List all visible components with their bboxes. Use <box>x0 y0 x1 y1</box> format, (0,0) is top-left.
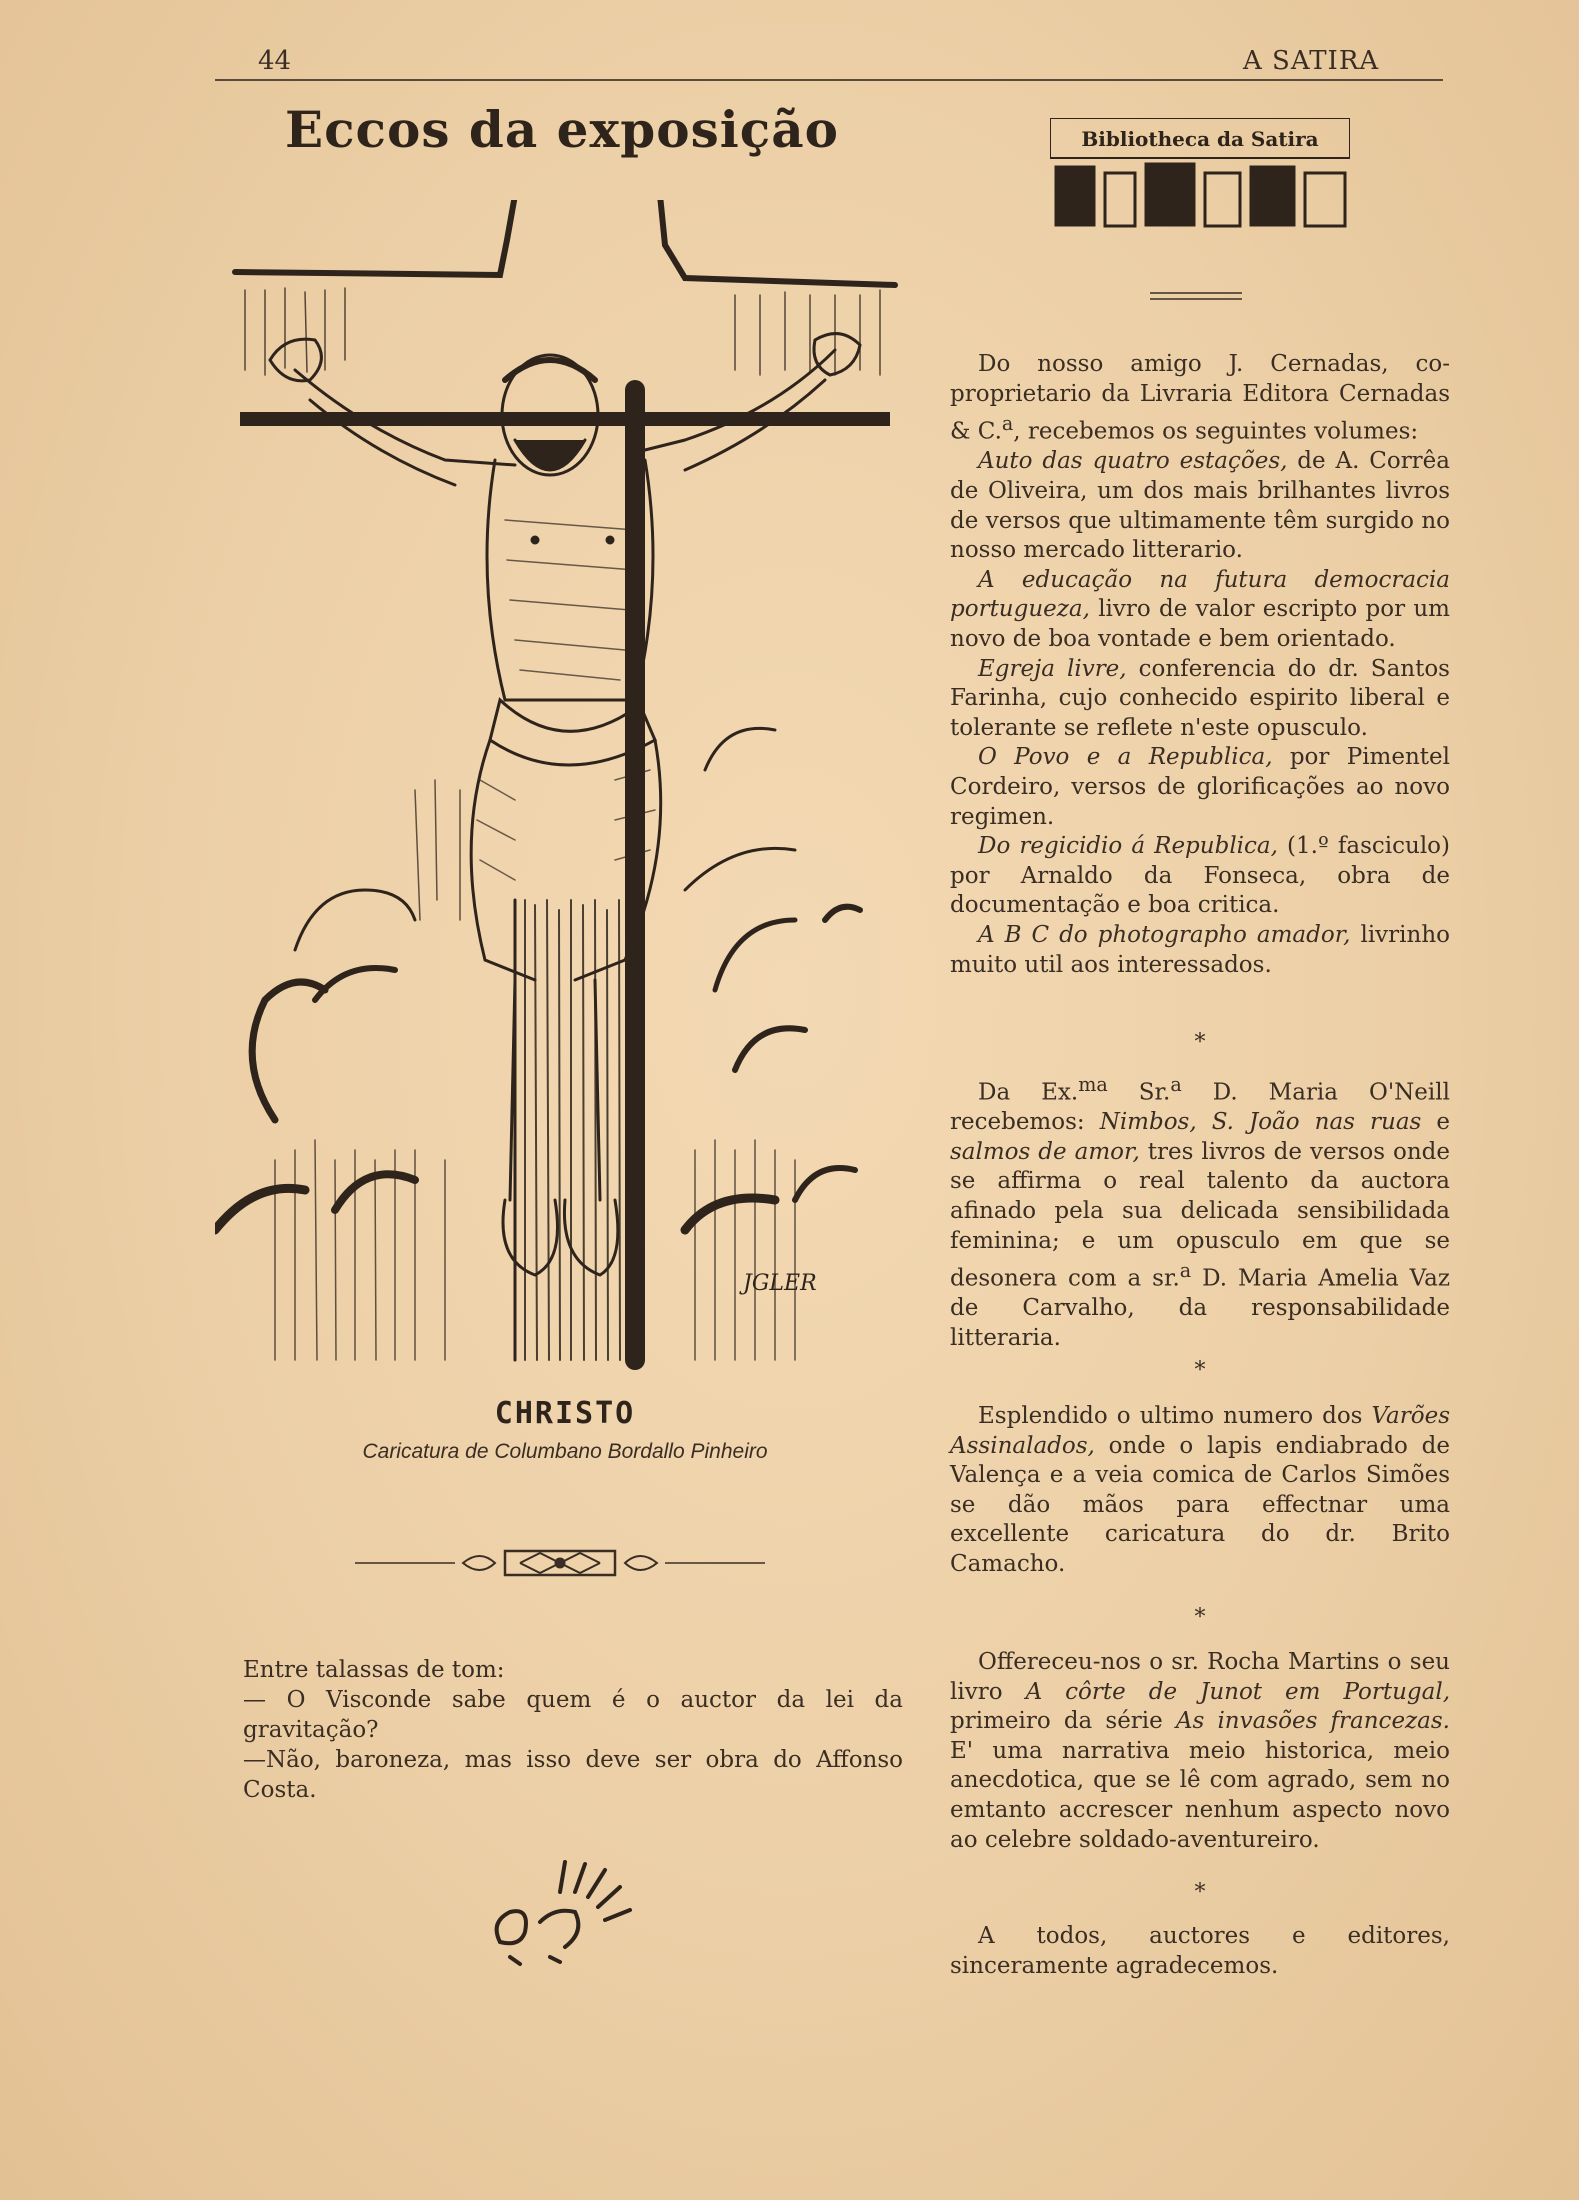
joke-intro: Entre talassas de tom: <box>243 1657 505 1683</box>
caption-credit: Caricatura de Columbano Bordallo Pinheiro <box>362 1440 768 1463</box>
page-number: 44 <box>258 46 292 76</box>
joke-line-2: —Não, baroneza, mas isso deve ser obra do Affonso Costa. <box>243 1747 903 1803</box>
header-rule <box>215 79 1443 81</box>
short-double-rule <box>1150 292 1242 300</box>
joke-section <box>243 1655 903 1805</box>
section-title: Eccos da exposição <box>285 100 839 159</box>
artist-signature: JGLER <box>743 1271 817 1296</box>
christ-caricature-illustration <box>215 200 915 1390</box>
closing-section: A todos, auctores e editores, sinceramente agradecemos. <box>950 1923 1450 1979</box>
joke-line-1: — O Visconde sabe quem é o auctor da lei da gravitação? <box>243 1687 903 1743</box>
separator-star-2: * <box>1194 1358 1206 1383</box>
bibliotheca-masthead <box>1050 118 1350 233</box>
book-list-section: Do nosso amigo J. Cernadas, co-proprietario da Livraria Editora Cernadas & C.$^a$, recebemos os seguintes volumes: Auto das quatro estações, de A. Corrêa de Oliveira, um dos mais brilhantes livros de versos que ultimamente têm surgido no nosso mercado litterario. A educação na futura democracia portugueza, livro de valor escripto por um novo de boa vontade e bem orientado. Egreja livre, conferencia do dr. Santos Farinha, cujo conhecido espirito liberal e tolerante se reflete n'este opusculo. O Povo e a Republica, por Pimentel Cordeiro, versos de glorificações ao novo regimen. Do regicidio á Republica, (1.º fasciculo) por Arnaldo da Fonseca, obra de documentação e boa critica. A B C do photographo amador, livrinho muito util aos interessados. <box>950 351 1451 978</box>
oneill-section: Da Ex.$^{ma}$ Sr.$^a$ D. Maria O'Neill recebemos: Nimbos, S. João nas ruas e salmos de amor, tres livros de versos onde se affirma o real talento da auctora afinado pela sua delicada sensibilidada feminina; e um opusculo em que se desonera com a sr.$^a$ D. Maria Amelia Vaz de Carvalho, da responsabilidade litteraria. <box>950 1073 1450 1352</box>
tailpiece-illustration <box>480 1852 660 1972</box>
running-title: A SATIRA <box>1243 46 1380 76</box>
separator-star-1: * <box>1194 1030 1206 1055</box>
masthead-label: Bibliotheca da Satira <box>1081 127 1319 151</box>
separator-star-3: * <box>1194 1605 1206 1630</box>
rocha-martins-section: Offereceu-nos o sr. Rocha Martins o seu livro A côrte de Junot em Portugal, primeiro da série As invasões francezas. E' uma narrativa meio historica, meio anecdotica, que se lê com agrado, sem no emtanto accrescer nenhum aspecto novo ao celebre soldado-aventureiro. <box>950 1649 1451 1853</box>
separator-star-4: * <box>1194 1880 1206 1905</box>
ornamental-divider <box>355 1545 765 1581</box>
varoes-section: Esplendido o ultimo numero dos Varões Assinalados, onde o lapis endiabrado de Valença e a veia comica de Carlos Simões se dão mãos para effectnar uma excellente caricatura do dr. Brito Camacho. <box>950 1403 1450 1577</box>
caption-title: CHRISTO <box>494 1396 636 1431</box>
